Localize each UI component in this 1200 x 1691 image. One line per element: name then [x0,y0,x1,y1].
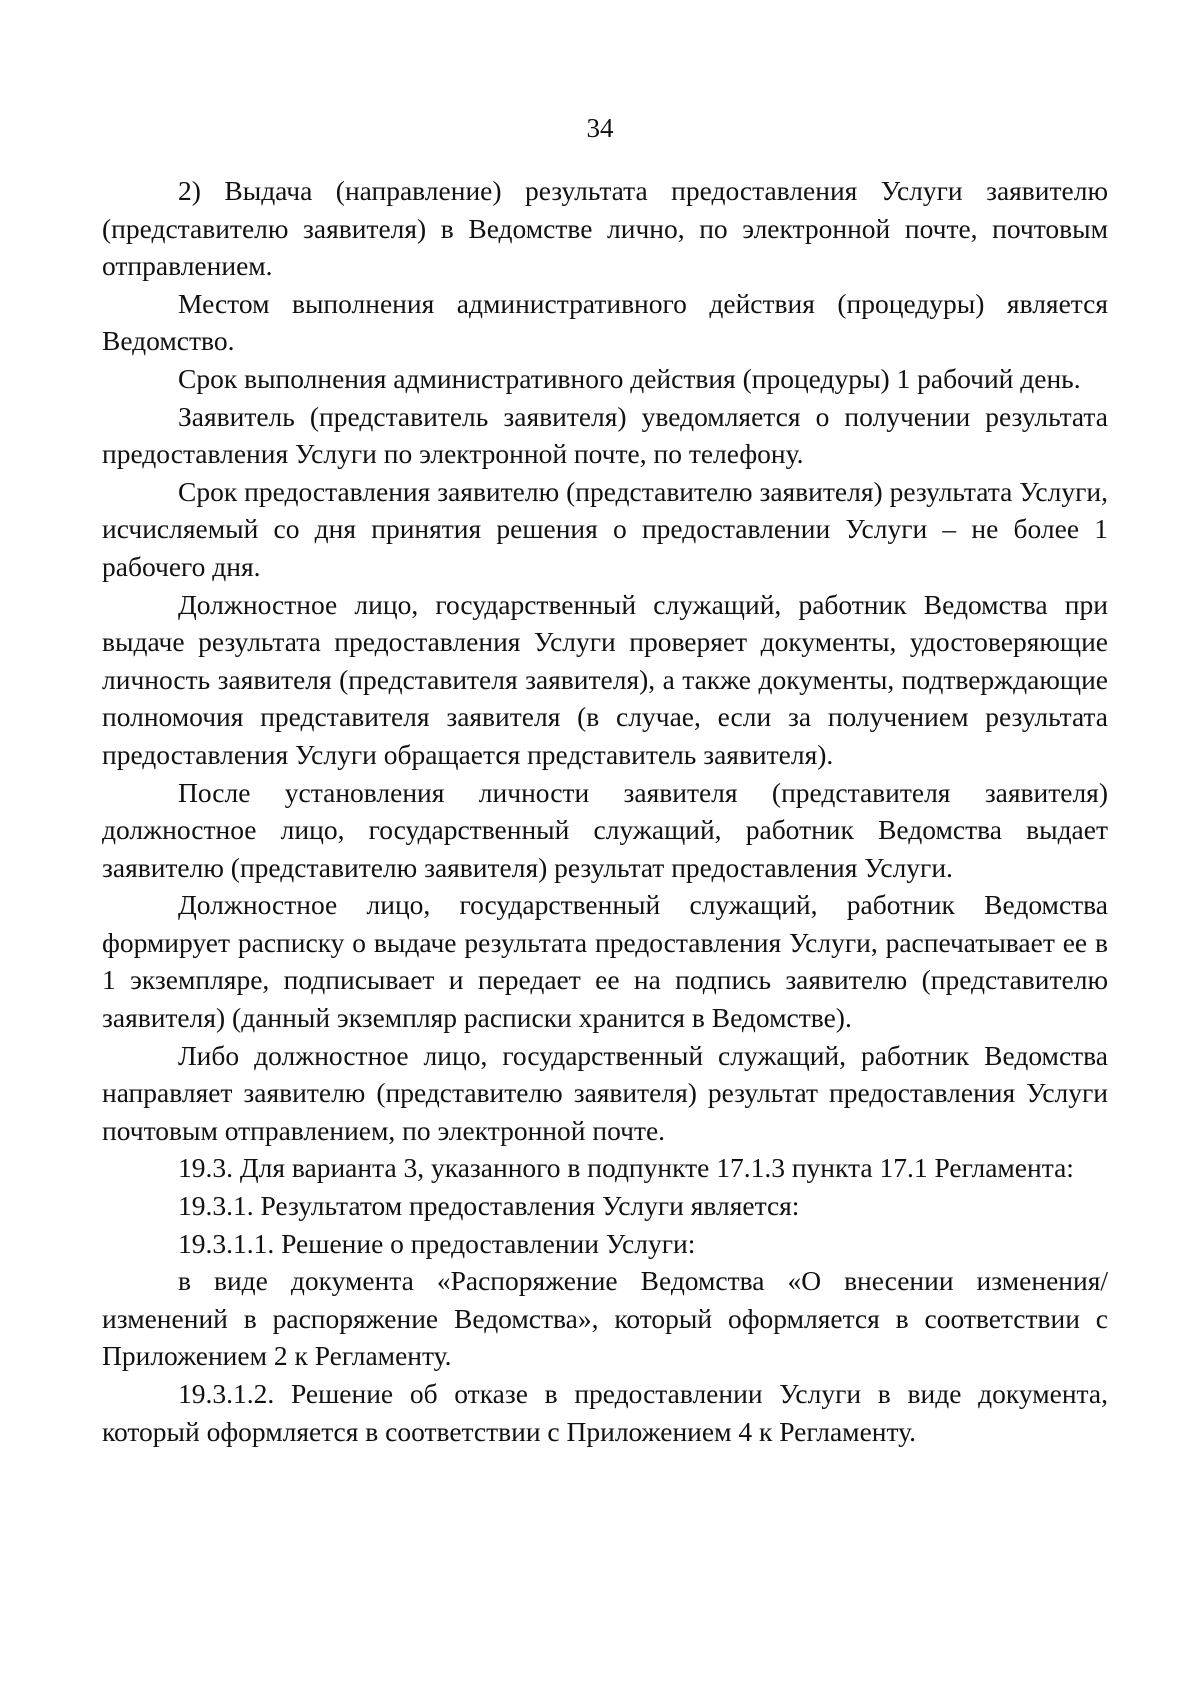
paragraph: в виде документа «Распоряжение Ведомства «О внесении изменения/изменений в распоряжение Ведомства», который оформляется в соответствии с Приложением 2 к Регламенту. [102,1265,1108,1372]
paragraph: 19.3.1. Результатом предоставления Услуги является: [178,1190,800,1222]
paragraph: Срок предоставления заявителю (представителю заявителя) результата Услуги, исчисляемый со дня принятия решения о предоставлении Услуги – не более 1 рабочего дня. [102,475,1108,582]
page-number: 34 [586,113,614,143]
document-body [102,172,1108,1450]
paragraph: 2) Выдача (направление) результата предоставления Услуги заявителю (представителю заявителя) в Ведомстве лично, по электронной почте, почтовым отправлением. [102,175,1108,282]
paragraph: 19.3. Для варианта 3, указанного в подпункте 17.1.3 пункта 17.1 Регламента: [178,1152,1074,1184]
paragraph: Местом выполнения административного действия (процедуры) является Ведомство. [102,287,1108,357]
paragraph: После установления личности заявителя (представителя заявителя) должностное лицо, государственный служащий, работник Ведомства выдает заявителю (представителю заявителя) результат предоставления Услуги. [102,776,1108,883]
paragraph: Срок выполнения административного действия (процедуры) 1 рабочий день. [178,362,1081,394]
paragraph: Должностное лицо, государственный служащий, работник Ведомства формирует расписку о выдаче результата предоставления Услуги, распечатывает ее в 1 экземпляре, подписывает и передает ее на подпись заявителю (представителю заявителя) (данный экземпляр расписки хранится в Ведомстве). [102,889,1108,1034]
paragraph: Заявитель (представитель заявителя) уведомляется о получении результата предоставления Услуги по электронной почте, по телефону. [102,400,1108,470]
paragraph: Либо должностное лицо, государственный служащий, работник Ведомства направляет заявителю (представителю заявителя) результат предоставления Услуги почтовым отправлением, по электронной почте. [102,1039,1108,1146]
paragraph: Должностное лицо, государственный служащий, работник Ведомства при выдаче результата предоставления Услуги проверяет документы, удостоверяющие личность заявителя (представителя заявителя), а также документы, подтверждающие полномочия представителя заявителя (в случае, если за получением результата предоставления Услуги обращается представитель заявителя). [102,588,1108,770]
paragraph: 19.3.1.2. Решение об отказе в предоставлении Услуги в виде документа, который оформляется в соответствии с Приложением 4 к Регламенту. [102,1378,1108,1447]
paragraph: 19.3.1.1. Решение о предоставлении Услуги: [178,1227,696,1259]
